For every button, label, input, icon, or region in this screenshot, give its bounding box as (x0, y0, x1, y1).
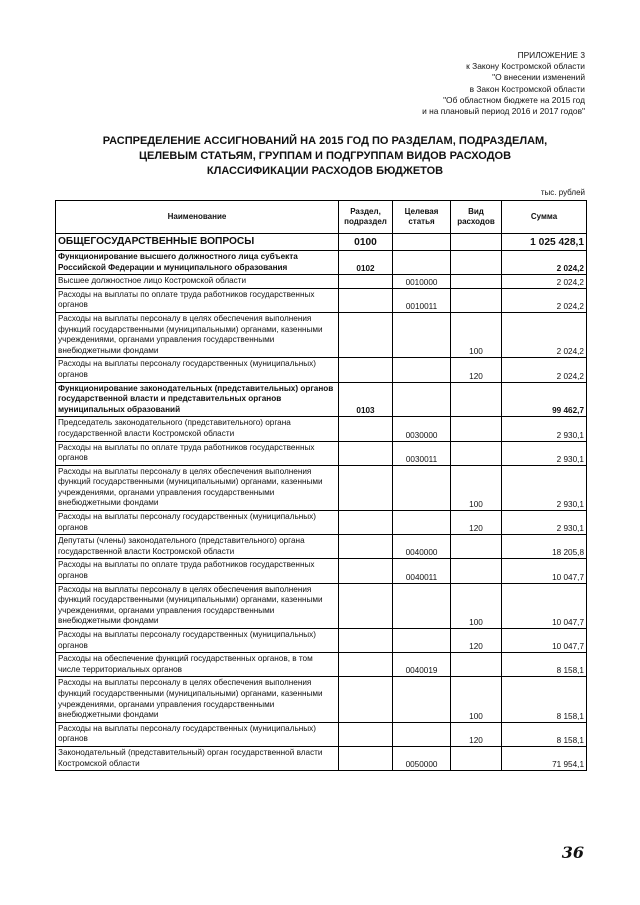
cell-type (451, 417, 502, 441)
cell-type: 120 (451, 629, 502, 653)
table-row (56, 629, 587, 653)
header-section: Раздел, подраздел (339, 201, 393, 234)
header-name: Наименование (56, 201, 339, 234)
cell-section: 0103 (339, 382, 393, 417)
table-row (56, 535, 587, 559)
cell-name: Расходы на выплаты персоналу в целях обеспечения выполнения функций государственными (муниципальными) органами, казенными учреждениями, органами управления государственными внебюджетными фондами (56, 465, 339, 510)
cell-name: Расходы на выплаты по оплате труда работников государственных органов (56, 288, 339, 312)
cell-sum: 18 205,8 (502, 535, 587, 559)
header-sum: Сумма (502, 201, 587, 234)
cell-section (339, 583, 393, 628)
table-row (56, 746, 587, 770)
cell-type (451, 441, 502, 465)
page-number: 36 (561, 843, 584, 862)
cell-target (393, 251, 451, 275)
title-line: РАСПРЕДЕЛЕНИЕ АССИГНОВАНИЙ НА 2015 ГОД ПО РАЗДЕЛАМ, ПОДРАЗДЕЛАМ, (102, 135, 548, 147)
cell-target: 0040000 (393, 535, 451, 559)
table-body (56, 234, 587, 771)
cell-type (451, 653, 502, 677)
cell-sum: 99 462,7 (502, 382, 587, 417)
cell-type (451, 559, 502, 583)
cell-type: 100 (451, 465, 502, 510)
header-type: Вид расходов (451, 201, 502, 234)
cell-sum: 10 047,7 (502, 583, 587, 628)
table-row (56, 465, 587, 510)
cell-section (339, 312, 393, 357)
cell-section (339, 358, 393, 382)
table-row (56, 234, 587, 251)
cell-target: 0010000 (393, 275, 451, 289)
cell-sum: 2 930,1 (502, 465, 587, 510)
cell-type: 120 (451, 358, 502, 382)
appendix-line: "Об областном бюджете на 2015 год (443, 94, 585, 105)
cell-target (393, 465, 451, 510)
cell-target (393, 677, 451, 722)
table-row (56, 677, 587, 722)
table-row (56, 441, 587, 465)
cell-section (339, 441, 393, 465)
cell-type (451, 234, 502, 251)
title-line: КЛАССИФИКАЦИИ РАСХОДОВ БЮДЖЕТОВ (206, 165, 444, 177)
cell-sum: 71 954,1 (502, 746, 587, 770)
cell-section (339, 677, 393, 722)
appendix-line: ПРИЛОЖЕНИЕ 3 (517, 50, 585, 60)
budget-table (55, 200, 587, 771)
cell-sum: 8 158,1 (502, 677, 587, 722)
cell-name: Расходы на обеспечение функций государственных органов, в том числе территориальных органов (56, 653, 339, 677)
cell-name: ОБЩЕГОСУДАРСТВЕННЫЕ ВОПРОСЫ (56, 234, 339, 251)
cell-type: 100 (451, 312, 502, 357)
cell-target (393, 583, 451, 628)
cell-section (339, 417, 393, 441)
cell-section (339, 511, 393, 535)
table-row (56, 559, 587, 583)
cell-target: 0010011 (393, 288, 451, 312)
cell-target (393, 629, 451, 653)
cell-type: 120 (451, 722, 502, 746)
cell-sum: 2 930,1 (502, 441, 587, 465)
cell-sum: 10 047,7 (502, 559, 587, 583)
header-target: Целевая статья (393, 201, 451, 234)
cell-sum: 2 024,2 (502, 312, 587, 357)
cell-target (393, 722, 451, 746)
table-row (56, 653, 587, 677)
table-row (56, 251, 587, 275)
table-row (56, 583, 587, 628)
cell-target: 0030011 (393, 441, 451, 465)
cell-target (393, 358, 451, 382)
cell-type (451, 382, 502, 417)
cell-name: Председатель законодательного (представительного) органа государственной власти Костромской области (56, 417, 339, 441)
cell-section (339, 629, 393, 653)
cell-target: 0040011 (393, 559, 451, 583)
cell-name: Законодательный (представительный) орган государственной власти Костромской области (56, 746, 339, 770)
cell-sum: 1 025 428,1 (502, 234, 587, 251)
cell-sum: 2 024,2 (502, 358, 587, 382)
cell-name: Расходы на выплаты персоналу государственных (муниципальных) органов (56, 722, 339, 746)
cell-type (451, 746, 502, 770)
table-header-row (56, 201, 587, 234)
cell-sum: 2 024,2 (502, 275, 587, 289)
table-row (56, 358, 587, 382)
cell-name: Функционирование законодательных (представительных) органов государственной власти и представительных органов муниципальных образований (56, 382, 339, 417)
cell-name: Депутаты (члены) законодательного (представительного) органа государственной власти Костромской области (56, 535, 339, 559)
cell-sum: 2 930,1 (502, 511, 587, 535)
table-row (56, 382, 587, 417)
cell-name: Высшее должностное лицо Костромской области (56, 275, 339, 289)
cell-sum: 10 047,7 (502, 629, 587, 653)
cell-target (393, 234, 451, 251)
table-row (56, 288, 587, 312)
cell-type (451, 288, 502, 312)
cell-type: 120 (451, 511, 502, 535)
cell-name: Расходы на выплаты персоналу в целях обеспечения выполнения функций государственными (муниципальными) органами, казенными учреждениями, органами управления государственными внебюджетными фондами (56, 312, 339, 357)
appendix-line: "О внесении изменений (492, 72, 585, 83)
cell-section (339, 653, 393, 677)
cell-name: Расходы на выплаты персоналу государственных (муниципальных) органов (56, 629, 339, 653)
cell-sum: 2 930,1 (502, 417, 587, 441)
cell-section (339, 465, 393, 510)
cell-type: 100 (451, 677, 502, 722)
cell-name: Расходы на выплаты по оплате труда работников государственных органов (56, 441, 339, 465)
table-row (56, 417, 587, 441)
cell-type (451, 275, 502, 289)
cell-name: Расходы на выплаты персоналу государственных (муниципальных) органов (56, 358, 339, 382)
cell-target (393, 382, 451, 417)
appendix-line: к Закону Костромской области (466, 61, 585, 72)
cell-section (339, 559, 393, 583)
cell-type (451, 535, 502, 559)
table-row (56, 722, 587, 746)
table-row (56, 275, 587, 289)
appendix-line: и на плановый период 2016 и 2017 годов" (422, 106, 585, 117)
cell-sum: 2 024,2 (502, 288, 587, 312)
cell-target: 0030000 (393, 417, 451, 441)
units-label: тыс. рублей (540, 188, 585, 197)
cell-section (339, 535, 393, 559)
cell-name: Расходы на выплаты персоналу в целях обеспечения выполнения функций государственными (муниципальными) органами, казенными учреждениями, органами управления государственными внебюджетными фондами (56, 583, 339, 628)
cell-name: Расходы на выплаты персоналу в целях обеспечения выполнения функций государственными (муниципальными) органами, казенными учреждениями, органами управления государственными внебюджетными фондами (56, 677, 339, 722)
cell-name: Расходы на выплаты персоналу государственных (муниципальных) органов (56, 511, 339, 535)
appendix-header (325, 50, 585, 117)
cell-sum: 8 158,1 (502, 653, 587, 677)
table-row (56, 511, 587, 535)
table-row (56, 312, 587, 357)
cell-section: 0102 (339, 251, 393, 275)
title-line: ЦЕЛЕВЫМ СТАТЬЯМ, ГРУППАМ И ПОДГРУППАМ ВИДОВ РАСХОДОВ (138, 150, 512, 162)
cell-name: Функционирование высшего должностного лица субъекта Российской Федерации и муниципального образования (56, 251, 339, 275)
cell-target: 0050000 (393, 746, 451, 770)
cell-target (393, 511, 451, 535)
cell-type: 100 (451, 583, 502, 628)
cell-name: Расходы на выплаты по оплате труда работников государственных органов (56, 559, 339, 583)
cell-section (339, 288, 393, 312)
cell-section (339, 722, 393, 746)
cell-section (339, 275, 393, 289)
cell-sum: 2 024,2 (502, 251, 587, 275)
cell-type (451, 251, 502, 275)
cell-target (393, 312, 451, 357)
cell-target: 0040019 (393, 653, 451, 677)
appendix-line: в Закон Костромской области (469, 83, 585, 94)
cell-section: 0100 (339, 234, 393, 251)
cell-sum: 8 158,1 (502, 722, 587, 746)
document-title (60, 134, 590, 179)
cell-section (339, 746, 393, 770)
